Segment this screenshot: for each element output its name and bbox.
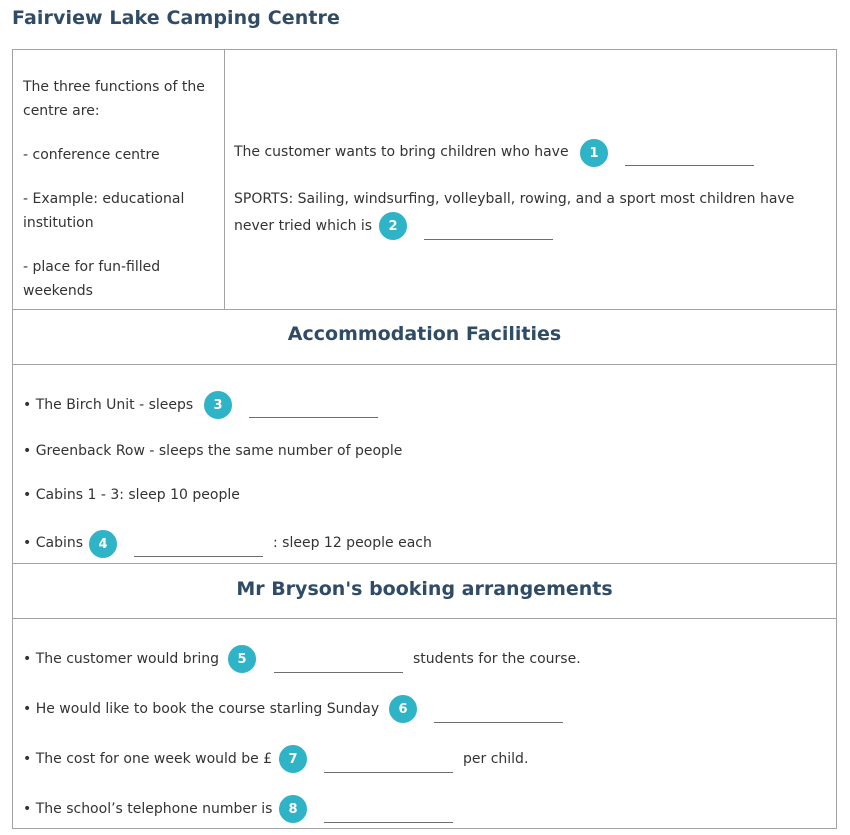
cost-prefix-text: • The cost for one week would be £	[23, 751, 273, 767]
question-badge-5: 5	[227, 644, 257, 674]
cost-suffix-text: per child.	[463, 751, 529, 767]
customer-text: The customer wants to bring children who have	[234, 144, 569, 160]
function-item-2-line1: - Example: educational	[23, 191, 185, 207]
divider	[13, 309, 836, 310]
question-badge-8: 8	[278, 794, 308, 824]
answer-blank-5[interactable]	[274, 672, 403, 673]
function-item-3-line1: - place for fun-filled	[23, 259, 161, 275]
book-course-text: • He would like to book the course starling Sunday	[23, 701, 380, 717]
phone-prefix-text: • The school’s telephone number is	[23, 801, 273, 817]
bring-suffix-text: students for the course.	[413, 651, 581, 667]
divider	[13, 563, 836, 564]
answer-blank-4[interactable]	[134, 556, 263, 557]
question-badge-3: 3	[203, 390, 233, 420]
answer-blank-7[interactable]	[324, 772, 453, 773]
bring-prefix-text: • The customer would bring	[23, 651, 219, 667]
function-item-3-line2: weekends	[23, 283, 93, 299]
divider	[13, 364, 836, 365]
sports-line2: never tried which is	[234, 218, 373, 234]
column-divider	[224, 50, 225, 309]
question-badge-2: 2	[378, 211, 408, 241]
divider	[13, 618, 836, 619]
functions-heading-line2: centre are:	[23, 103, 100, 119]
answer-blank-1[interactable]	[625, 165, 754, 166]
accommodation-heading: Accommodation Facilities	[287, 323, 562, 345]
function-item-1: - conference centre	[23, 147, 160, 163]
question-badge-1: 1	[579, 138, 609, 168]
cabins-prefix-text: • Cabins	[23, 535, 84, 551]
cabins-suffix-text: : sleep 12 people each	[273, 535, 432, 551]
answer-blank-8[interactable]	[324, 822, 453, 823]
worksheet-frame	[12, 49, 837, 829]
answer-blank-6[interactable]	[434, 722, 563, 723]
question-badge-6: 6	[388, 694, 418, 724]
sports-line1: SPORTS: Sailing, windsurfing, volleyball, rowing, and a sport most children have	[234, 191, 795, 207]
answer-blank-2[interactable]	[424, 239, 553, 240]
greenback-row-text: • Greenback Row - sleeps the same number of people	[23, 443, 403, 459]
question-badge-4: 4	[88, 529, 118, 559]
function-item-2-line2: institution	[23, 215, 94, 231]
booking-heading: Mr Bryson's booking arrangements	[236, 578, 613, 600]
birch-unit-text: • The Birch Unit - sleeps	[23, 397, 194, 413]
question-badge-7: 7	[278, 744, 308, 774]
answer-blank-3[interactable]	[249, 417, 378, 418]
cabins-1-3-text: • Cabins 1 - 3: sleep 10 people	[23, 487, 240, 503]
functions-heading-line1: The three functions of the	[23, 79, 205, 95]
page-title: Fairview Lake Camping Centre	[12, 7, 340, 29]
